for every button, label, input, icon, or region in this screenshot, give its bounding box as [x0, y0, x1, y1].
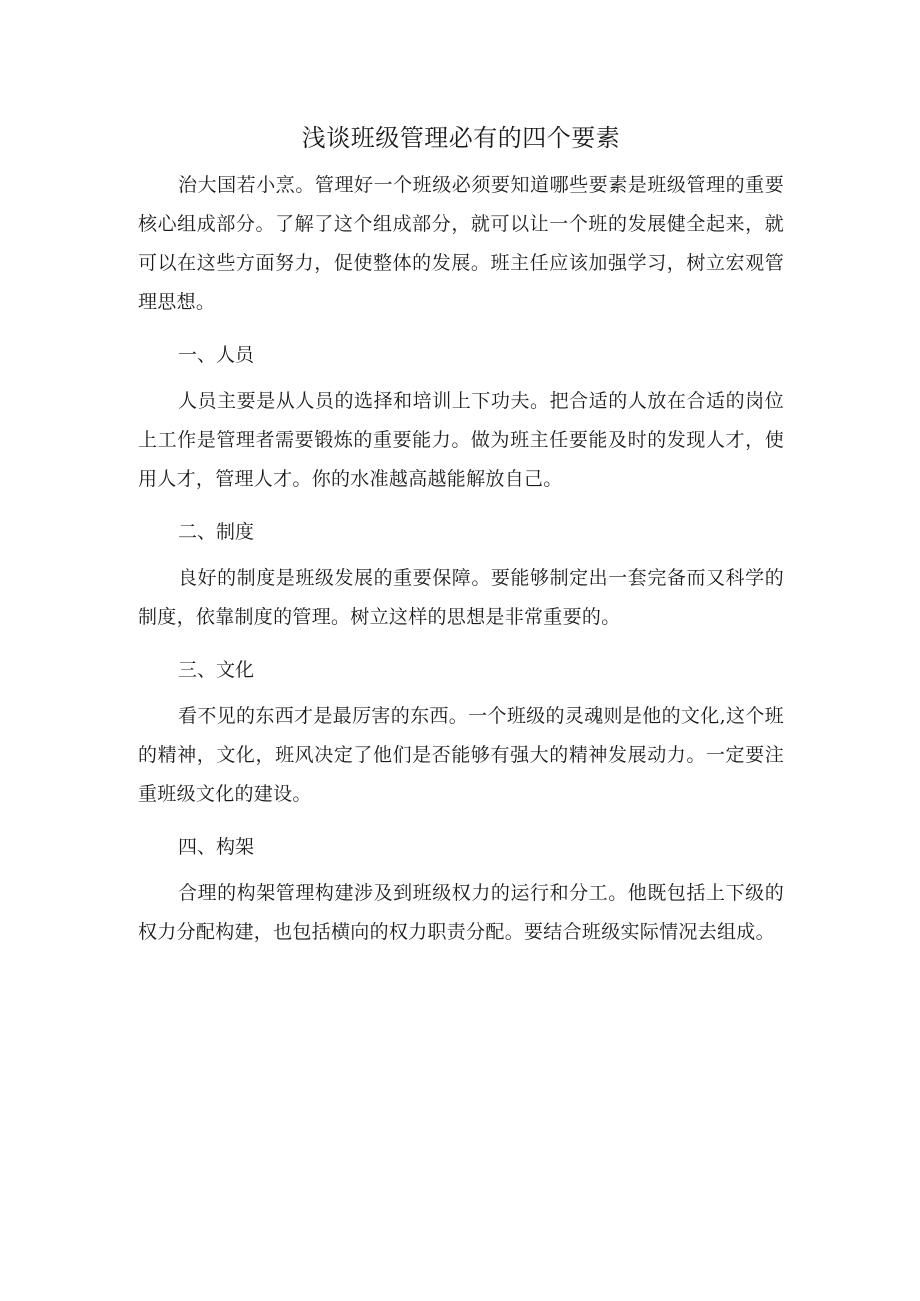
spacer — [138, 322, 784, 330]
spacer — [138, 814, 784, 822]
section-body-culture: 看不见的东西才是最厉害的东西。一个班级的灵魂则是他的文化,这个班的精神，文化，班风决定了他们是否能够有强大的精神发展动力。一定要注重班级文化的建设。 — [138, 705, 784, 805]
spacer — [138, 499, 784, 507]
document-title: 浅谈班级管理必有的四个要素 — [301, 124, 621, 152]
document-body — [138, 118, 784, 952]
section-heading-system: 二、制度 — [178, 521, 255, 543]
section-heading-culture: 三、文化 — [178, 659, 255, 681]
section-body-personnel: 人员主要是从人员的选择和培训上下功夫。把合适的人放在合适的岗位上工作是管理者需要锻炼的重要能力。做为班主任要能及时的发现人才，使用人才，管理人才。你的水准越高越能解放自己。 — [138, 390, 784, 490]
spacer — [138, 637, 784, 645]
section-heading-structure: 四、构架 — [178, 836, 255, 858]
section-body-system: 良好的制度是班级发展的重要保障。要能够制定出一套完备而又科学的制度，依靠制度的管理。树立这样的思想是非常重要的。 — [138, 567, 784, 628]
section-body-structure: 合理的构架管理构建涉及到班级权力的运行和分工。他既包括上下级的权力分配构建，也包括横向的权力职责分配。要结合班级实际情况去组成。 — [138, 882, 784, 943]
intro-paragraph: 治大国若小烹。管理好一个班级必须要知道哪些要素是班级管理的重要核心组成部分。了解了这个组成部分，就可以让一个班的发展健全起来，就可以在这些方面努力，促使整体的发展。班主任应该加强学习，树立宏观管理思想。 — [138, 174, 784, 313]
section-heading-personnel: 一、人员 — [178, 344, 255, 366]
